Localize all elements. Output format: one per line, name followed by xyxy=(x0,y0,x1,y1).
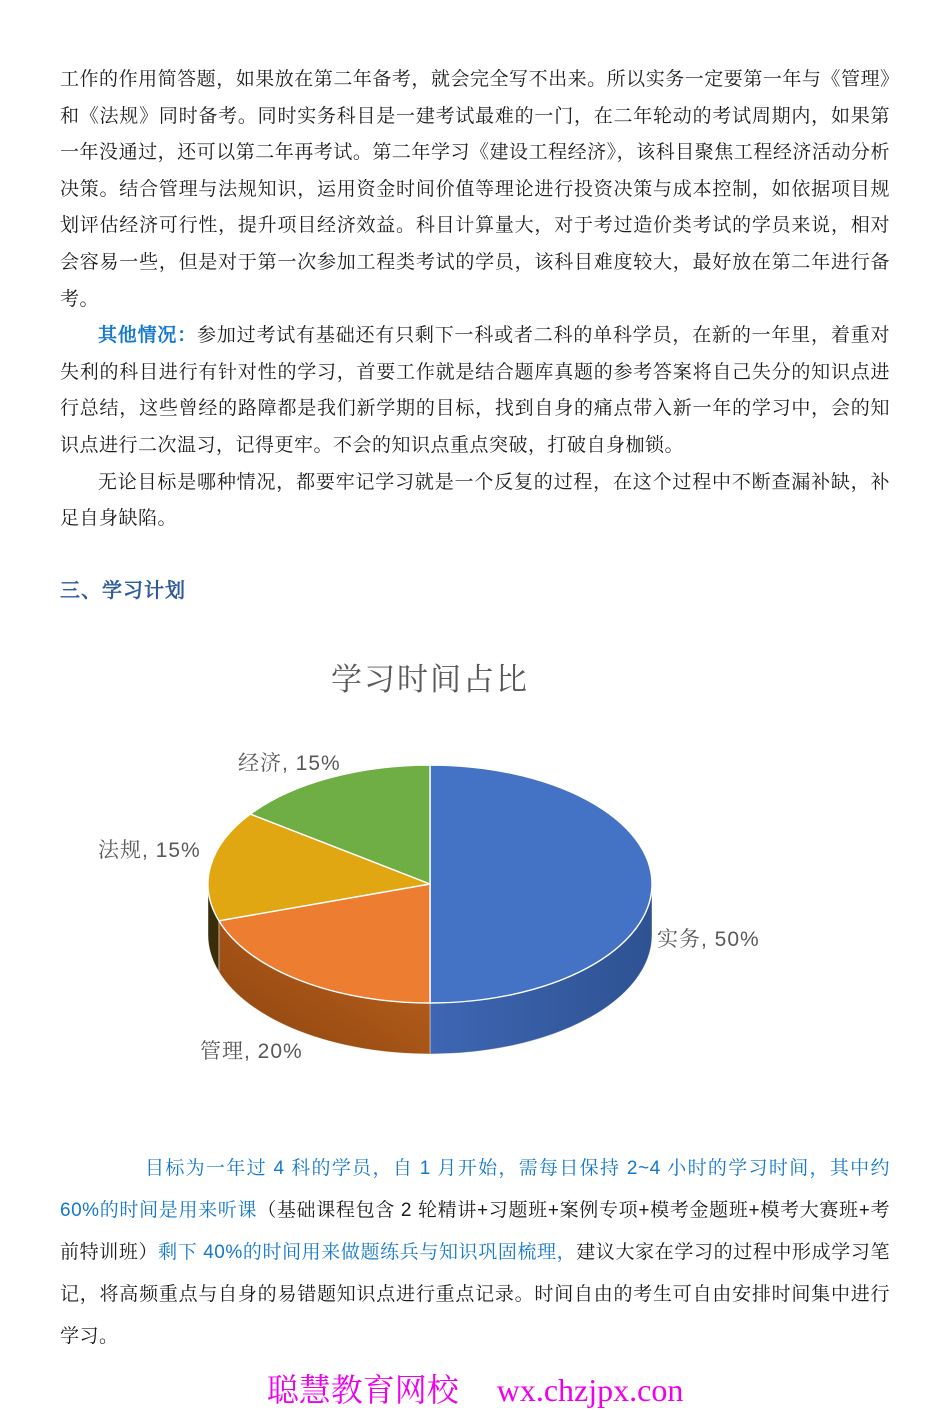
run-schedule-black-2: 建议大家在学习的过程中形成学习笔记，将高频重点与自身的易错题知识点进行重点记录。时间自由的考生可自由安排时间集中进行学习。 xyxy=(60,1241,890,1347)
paragraph-text: 工作的作用简答题，如果放在第二年备考，就会完全写不出来。所以实务一定要第一年与《管理》和《法规》同时备考。同时实务科目是一建考试最难的一门，在二年轮动的考试周期内，如果第一年没通过，还可以第二年再考试。第二年学习《建设工程经济》，该科目聚焦工程经济活动分析决策。结合管理与法规知识，运用资金时间价值等理论进行投资决策与成本控制，如依据项目规划评估经济可行性，提升项目经济效益。科目计算量大，对于考过造价类考试的学员来说，相对会容易一些，但是对于第一次参加工程类考试的学员，该科目难度较大，最好放在第二年进行备考。 xyxy=(60,69,890,310)
run-label-other-cases: 其他情况： xyxy=(98,325,198,347)
pie-label-guanli: 管理, 20% xyxy=(200,1039,303,1063)
paragraph-text: 无论目标是哪种情况，都要牢记学习就是一个反复的过程，在这个过程中不断查漏补缺，补足自身缺陷。 xyxy=(60,471,890,530)
pie-label-shiwu: 实务, 50% xyxy=(657,927,760,951)
footer-brand: 聪慧教育网校 xyxy=(266,1371,459,1408)
pie-top-slices xyxy=(208,765,652,1003)
chart-title: 学习时间占比 xyxy=(331,661,529,697)
section-heading-study-plan: 三、学习计划 xyxy=(60,579,186,602)
paragraph-exam-strategy xyxy=(60,62,890,318)
run-schedule-black-1: （基础课程包含 2 轮精讲+习题班+案例专项+模考金题班+模考大赛班+考前特训班） xyxy=(60,1199,891,1263)
paragraph-study-schedule xyxy=(60,1148,890,1358)
study-time-pie-chart xyxy=(85,638,865,1108)
run-schedule-blue-1: 目标为一年过 4 科的学员，自 1 月开始，需每日保持 2~4 小时的学习时间，其中约 60%的时间是用来听课 xyxy=(60,1157,890,1221)
footer-url: wx.chzjpx.con xyxy=(496,1371,684,1408)
paragraph-summary xyxy=(60,465,890,538)
run-schedule-blue-2: 剩下 40%的时间用来做题练兵与知识巩固梳理， xyxy=(158,1241,577,1263)
pie-label-jingji: 经济, 15% xyxy=(238,751,341,775)
footer-watermark xyxy=(60,1370,890,1410)
paragraph-text: 参加过考试有基础还有只剩下一科或者二科的单科学员，在新的一年里，着重对失利的科目进行有针对性的学习，首要工作就是结合题库真题的参考答案将自己失分的知识点进行总结，这些曾经的路障都是我们新学期的目标，找到自身的痛点带入新一年的学习中，会的知识点进行二次温习，记得更牢。不会的知识点重点突破，打破自身枷锁。 xyxy=(60,325,890,456)
paragraph-other-cases xyxy=(60,318,890,464)
pie-label-fagui: 法规, 15% xyxy=(98,838,201,862)
